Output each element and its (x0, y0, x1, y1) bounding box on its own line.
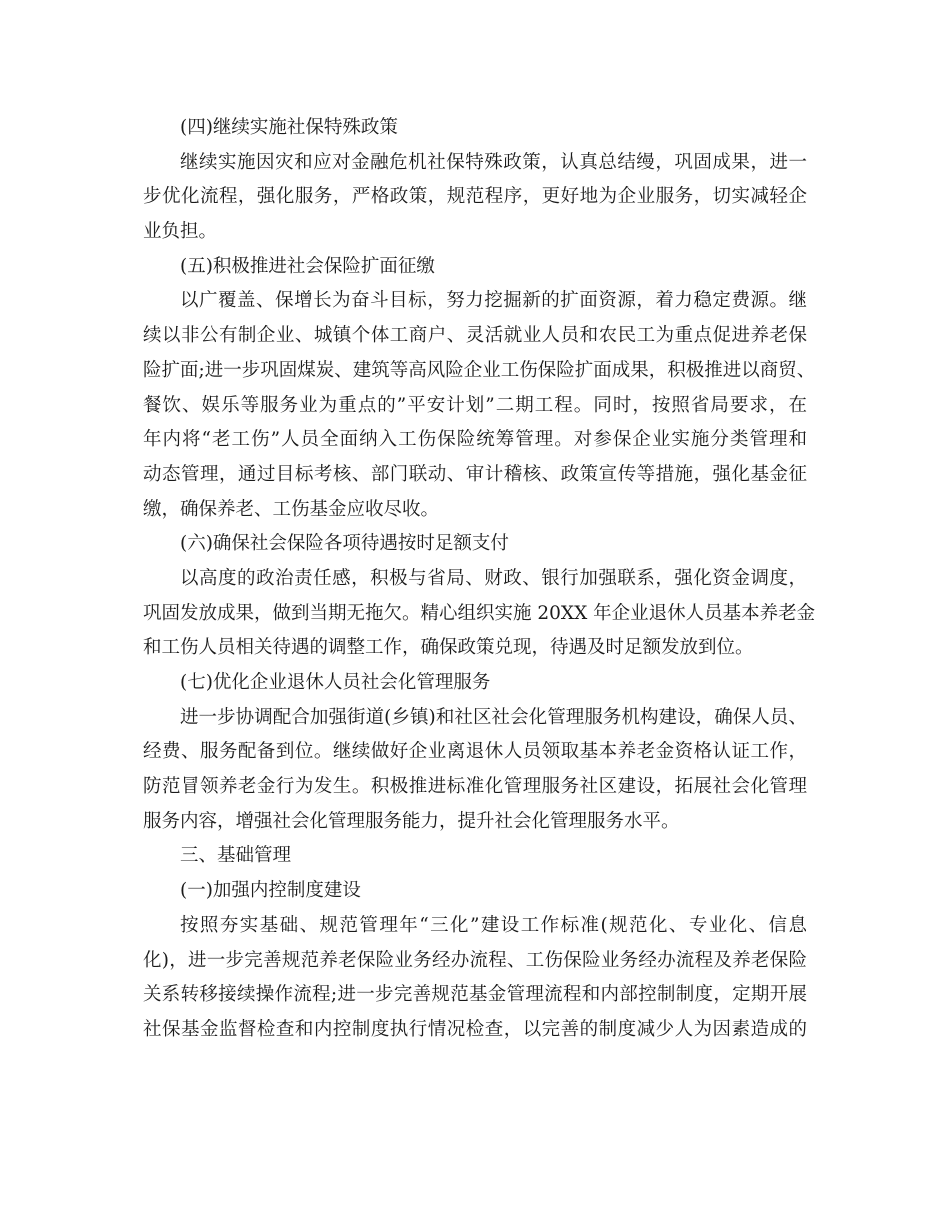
text-line: 动态管理，通过目标考核、部门联动、审计稽核、政策宣传等措施，强化基金征 (143, 463, 807, 485)
text-line: (六)确保社会保险各项待遇按时足额支付 (180, 533, 509, 555)
text-line: 以高度的政治责任感，积极与省局、财政、银行加强联系，强化资金调度， (180, 567, 807, 589)
text-line: 业负担。 (143, 221, 218, 243)
text-line: 步优化流程，强化服务，严格政策，规范程序，更好地为企业服务，切实减轻企 (143, 186, 807, 208)
text-line: 关系转移接续操作流程;进一步完善规范基金管理流程和内部控制制度，定期开展 (143, 984, 807, 1006)
text-line: 险扩面;进一步巩固煤炭、建筑等高风险企业工伤保险扩面成果，积极推进以商贸、 (143, 359, 816, 381)
text-line: (七)优化企业退休人员社会化管理服务 (180, 672, 491, 693)
text-line: 三、基础管理 (180, 845, 292, 867)
text-line: 经费、服务配备到位。继续做好企业离退休人员领取基本养老金资格认证工作， (143, 741, 807, 763)
text-line: 缴，确保养老、工伤基金应收尽收。 (143, 498, 440, 520)
text-line: 防范冒领养老金行为发生。积极推进标准化管理服务社区建设，拓展社会化管理 (143, 776, 807, 798)
text-line: (一)加强内控制度建设 (180, 880, 361, 902)
text-line: 以广覆盖、保增长为奋斗目标，努力挖掘新的扩面资源，着力稳定费源。继 (180, 290, 807, 312)
text-line: 年内将“老工伤”人员全面纳入工伤保险统筹管理。对参保企业实施分类管理和 (143, 429, 807, 451)
text-line: 巩固发放成果，做到当期无拖欠。精心组织实施 20XX 年企业退休人员基本养老金 (143, 602, 816, 624)
text-line: (五)积极推进社会保险扩面征缴 (180, 255, 435, 277)
text-line: 化)，进一步完善规范养老保险业务经办流程、工伤保险业务经办流程及养老保险 (143, 949, 807, 971)
text-line: (四)继续实施社保特殊政策 (180, 117, 398, 138)
text-line: 社保基金监督检查和内控制度执行情况检查，以完善的制度减少人为因素造成的 (143, 1018, 807, 1040)
text-line: 餐饮、娱乐等服务业为重点的”平安计划”二期工程。同时，按照省局要求，在 (143, 394, 807, 416)
text-line: 进一步协调配合加强街道(乡镇)和社区社会化管理服务机构建设，确保人员、 (180, 706, 807, 728)
text-line: 按照夯实基础、规范管理年“三化”建设工作标准(规范化、专业化、信息 (180, 914, 807, 936)
text-line: 继续实施因灾和应对金融危机社保特殊政策，认真总结缦，巩固成果，进一 (180, 151, 807, 173)
document-body (143, 111, 816, 1048)
text-line: 服务内容，增强社会化管理服务能力，提升社会化管理服务水平。 (143, 810, 680, 832)
text-line: 和工伤人员相关待遇的调整工作，确保政策兑现，待遇及时足额发放到位。 (143, 637, 754, 659)
text-line: 续以非公有制企业、城镇个体工商户、灵活就业人员和农民工为重点促进养老保 (143, 325, 807, 347)
